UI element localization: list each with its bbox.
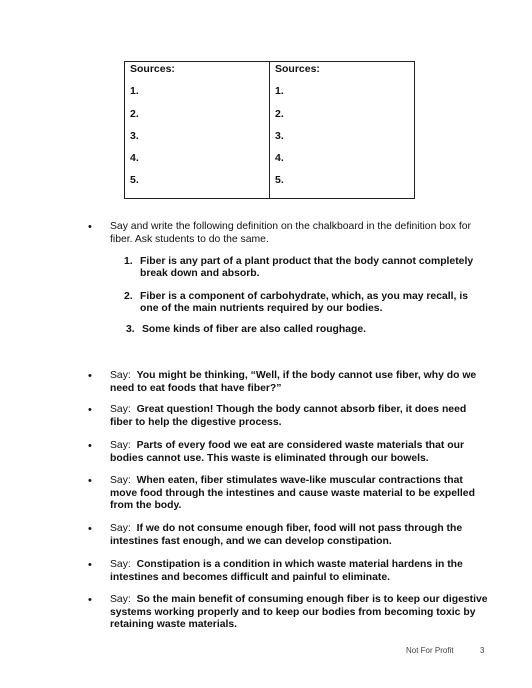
source-item: 3. [130, 129, 139, 142]
say-label: Say: [110, 475, 131, 486]
sources-header: Sources: [275, 63, 320, 75]
say-text: Constipation is a condition in which waste material hardens in the intestines and becomes difficult and painful to eliminate. [110, 559, 463, 583]
say-text: So the main benefit of consuming enough fiber is to keep our digestive systems working properly and to keep our bodies from becoming toxic by retaining waste materials. [110, 594, 488, 631]
bullet-dot: • [88, 221, 92, 233]
say-label: Say: [110, 440, 131, 451]
definition-text: Fiber is any part of a plant product that the body cannot completely break down and absorb. [140, 256, 474, 280]
page-footer [406, 646, 485, 655]
say-label: Say: [110, 594, 131, 605]
say-text: You might be thinking, “Well, if the body cannot use fiber, why do we need to eat foods that have fiber?” [110, 370, 477, 394]
bullet-dot: • [88, 404, 92, 416]
sources-header: Sources: [130, 63, 175, 75]
bullet-dot: • [88, 523, 92, 535]
page-number: 3 [480, 646, 485, 655]
sources-left-cell [125, 62, 270, 199]
bullet-dot: • [88, 559, 92, 571]
say-label: Say: [110, 370, 131, 381]
source-item: 1. [130, 85, 139, 98]
definition-number: 3. [126, 324, 135, 335]
sources-table [124, 61, 415, 199]
definition-text: Fiber is a component of carbohydrate, which, as you may recall, is one of the main nutrients required by our bodies. [140, 291, 468, 315]
say-label: Say: [110, 523, 131, 534]
footer-note: Not For Profit [406, 646, 454, 655]
say-text: Great question! Though the body cannot absorb fiber, it does need fiber to help the digestive process. [110, 404, 467, 428]
source-item: 4. [275, 152, 284, 165]
definition-number: 1. [124, 256, 133, 267]
bullet-dot: • [88, 475, 92, 487]
say-text: When eaten, fiber stimulates wave-like muscular contractions that move food through the intestines and cause waste material to be expelled from the body. [110, 475, 475, 512]
source-item: 5. [130, 174, 139, 187]
say-label: Say: [110, 559, 131, 570]
intro-text: Say and write the following definition on the chalkboard in the definition box for fiber. Ask students to do the same. [110, 221, 472, 245]
source-item: 3. [275, 129, 284, 142]
definition-number: 2. [124, 291, 133, 302]
sources-right-cell [270, 62, 415, 199]
bullet-dot: • [88, 370, 92, 382]
source-item: 4. [130, 152, 139, 165]
bullet-dot: • [88, 440, 92, 452]
source-item: 2. [275, 107, 284, 120]
source-item: 1. [275, 85, 284, 98]
say-text: If we do not consume enough fiber, food will not pass through the intestines fast enough, and we can develop constipation. [110, 523, 463, 547]
bullet-dot: • [88, 594, 92, 606]
definition-text: Some kinds of fiber are also called roughage. [142, 324, 367, 335]
source-item: 5. [275, 174, 284, 187]
say-text: Parts of every food we eat are considered waste materials that our bodies cannot use. This waste is eliminated through our bowels. [110, 440, 464, 464]
source-item: 2. [130, 107, 139, 120]
say-label: Say: [110, 404, 131, 415]
